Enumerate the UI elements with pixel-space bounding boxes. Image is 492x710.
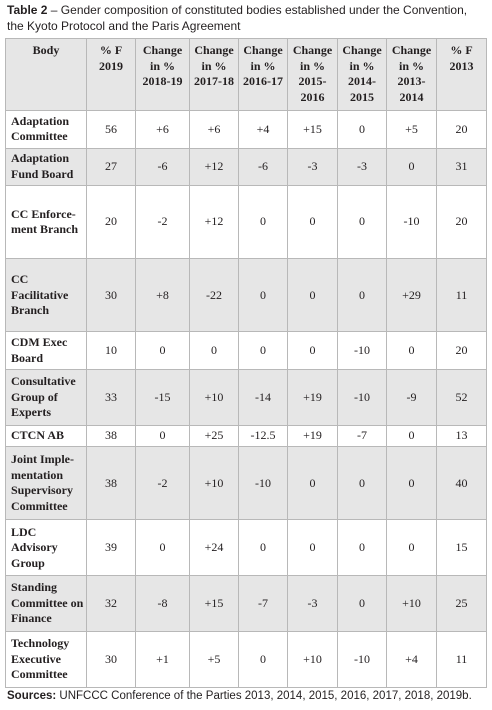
row-value-cell: 0 <box>239 520 288 576</box>
row-value-cell: 0 <box>387 425 437 446</box>
row-value-cell: +15 <box>288 111 338 149</box>
row-value-cell: -14 <box>239 370 288 426</box>
row-value-cell: -7 <box>239 576 288 632</box>
row-value-cell: 0 <box>387 148 437 186</box>
row-value-cell: 0 <box>288 447 338 520</box>
row-value-cell: 0 <box>239 632 288 688</box>
row-value-cell: 0 <box>338 186 387 259</box>
table-row <box>6 111 487 149</box>
header-body: Body <box>6 39 87 111</box>
header-change-2018-19: Change in % 2018-19 <box>136 39 190 111</box>
row-value-cell: +5 <box>387 111 437 149</box>
row-value-cell: +10 <box>387 576 437 632</box>
row-body-name: Standing Committee on Finance <box>6 576 87 632</box>
row-value-cell: -12.5 <box>239 425 288 446</box>
row-value-cell: -10 <box>387 186 437 259</box>
row-value-cell: 40 <box>437 447 487 520</box>
table-row <box>6 370 487 426</box>
row-body-name: CTCN AB <box>6 425 87 446</box>
header-row <box>6 39 487 111</box>
row-value-cell: 0 <box>288 332 338 370</box>
table-row <box>6 576 487 632</box>
row-body-name: LDC Advisory Group <box>6 520 87 576</box>
table-row <box>6 332 487 370</box>
header-change-2017-18: Change in % 2017-18 <box>190 39 239 111</box>
row-value-cell: 11 <box>437 259 487 332</box>
caption-label: Table 2 <box>7 3 48 17</box>
row-value-cell: +25 <box>190 425 239 446</box>
header-pct-f-2019: % F 2019 <box>87 39 136 111</box>
row-value-cell: 11 <box>437 632 487 688</box>
row-value-cell: 38 <box>87 447 136 520</box>
row-value-cell: +10 <box>190 447 239 520</box>
row-value-cell: 0 <box>239 186 288 259</box>
row-value-cell: 0 <box>288 520 338 576</box>
row-value-cell: -2 <box>136 186 190 259</box>
row-value-cell: 20 <box>437 111 487 149</box>
row-body-name: Consultative Group of Experts <box>6 370 87 426</box>
row-value-cell: 20 <box>87 186 136 259</box>
row-body-name: Adaptation Committee <box>6 111 87 149</box>
row-value-cell: 31 <box>437 148 487 186</box>
table-body <box>6 111 487 688</box>
row-value-cell: 52 <box>437 370 487 426</box>
gender-composition-table <box>5 38 487 688</box>
row-value-cell: +12 <box>190 186 239 259</box>
row-value-cell: -7 <box>338 425 387 446</box>
row-value-cell: +10 <box>190 370 239 426</box>
row-value-cell: -10 <box>239 447 288 520</box>
row-body-name: CDM Exec Board <box>6 332 87 370</box>
row-value-cell: +6 <box>136 111 190 149</box>
row-value-cell: -10 <box>338 332 387 370</box>
row-value-cell: +5 <box>190 632 239 688</box>
header-change-2014-2015: Change in % 2014-2015 <box>338 39 387 111</box>
row-value-cell: 56 <box>87 111 136 149</box>
row-value-cell: -2 <box>136 447 190 520</box>
row-value-cell: -9 <box>387 370 437 426</box>
row-value-cell: 0 <box>239 332 288 370</box>
row-value-cell: 20 <box>437 332 487 370</box>
row-value-cell: 10 <box>87 332 136 370</box>
row-value-cell: -10 <box>338 370 387 426</box>
sources-text: UNFCCC Conference of the Parties 2013, 2014, 2015, 2016, 2017, 2018, 2019b. <box>56 690 472 702</box>
row-value-cell: -22 <box>190 259 239 332</box>
row-value-cell: 0 <box>136 425 190 446</box>
row-value-cell: -15 <box>136 370 190 426</box>
row-body-name: Joint Imple-mentation Supervisory Committee <box>6 447 87 520</box>
row-value-cell: -6 <box>136 148 190 186</box>
table-row <box>6 447 487 520</box>
row-value-cell: 13 <box>437 425 487 446</box>
row-value-cell: 38 <box>87 425 136 446</box>
table-row <box>6 632 487 688</box>
row-value-cell: +12 <box>190 148 239 186</box>
caption-text: – Gender composition of constituted bodies established under the Convention, the Kyoto Protocol and the Paris Agreement <box>7 3 468 33</box>
row-value-cell: 0 <box>387 520 437 576</box>
row-value-cell: 0 <box>338 520 387 576</box>
row-value-cell: +15 <box>190 576 239 632</box>
table-row <box>6 186 487 259</box>
sources-note <box>7 688 487 704</box>
row-value-cell: 0 <box>239 259 288 332</box>
row-value-cell: +19 <box>288 370 338 426</box>
row-value-cell: 15 <box>437 520 487 576</box>
row-value-cell: +29 <box>387 259 437 332</box>
sources-label: Sources: <box>7 690 57 702</box>
row-value-cell: +19 <box>288 425 338 446</box>
table-header <box>6 39 487 111</box>
row-value-cell: +10 <box>288 632 338 688</box>
row-value-cell: 0 <box>338 576 387 632</box>
row-value-cell: -10 <box>338 632 387 688</box>
row-value-cell: 39 <box>87 520 136 576</box>
row-value-cell: 30 <box>87 632 136 688</box>
row-value-cell: -8 <box>136 576 190 632</box>
row-value-cell: 32 <box>87 576 136 632</box>
row-value-cell: 0 <box>387 447 437 520</box>
table-row <box>6 425 487 446</box>
table-row <box>6 259 487 332</box>
row-value-cell: 30 <box>87 259 136 332</box>
header-change-2016-17: Change in % 2016-17 <box>239 39 288 111</box>
row-value-cell: 27 <box>87 148 136 186</box>
table-caption <box>7 2 487 34</box>
header-pct-f-2013: % F 2013 <box>437 39 487 111</box>
row-value-cell: +24 <box>190 520 239 576</box>
row-value-cell: -6 <box>239 148 288 186</box>
row-body-name: CC Facilitative Branch <box>6 259 87 332</box>
row-value-cell: 0 <box>387 332 437 370</box>
row-value-cell: -3 <box>338 148 387 186</box>
row-value-cell: 33 <box>87 370 136 426</box>
row-value-cell: 0 <box>288 259 338 332</box>
row-body-name: Adaptation Fund Board <box>6 148 87 186</box>
row-value-cell: 0 <box>288 186 338 259</box>
row-value-cell: +8 <box>136 259 190 332</box>
row-value-cell: 0 <box>338 447 387 520</box>
row-value-cell: 0 <box>338 111 387 149</box>
row-value-cell: 0 <box>190 332 239 370</box>
row-value-cell: 0 <box>136 520 190 576</box>
row-value-cell: 0 <box>338 259 387 332</box>
row-value-cell: -3 <box>288 148 338 186</box>
row-value-cell: +4 <box>387 632 437 688</box>
row-body-name: CC Enforce-ment Branch <box>6 186 87 259</box>
row-value-cell: +4 <box>239 111 288 149</box>
table-container <box>5 38 486 688</box>
row-value-cell: +1 <box>136 632 190 688</box>
table-row <box>6 148 487 186</box>
header-change-2015-2016: Change in % 2015-2016 <box>288 39 338 111</box>
row-value-cell: 0 <box>136 332 190 370</box>
header-change-2013-2014: Change in % 2013-2014 <box>387 39 437 111</box>
row-body-name: Technology Executive Committee <box>6 632 87 688</box>
row-value-cell: -3 <box>288 576 338 632</box>
row-value-cell: 25 <box>437 576 487 632</box>
table-row <box>6 520 487 576</box>
row-value-cell: +6 <box>190 111 239 149</box>
row-value-cell: 20 <box>437 186 487 259</box>
